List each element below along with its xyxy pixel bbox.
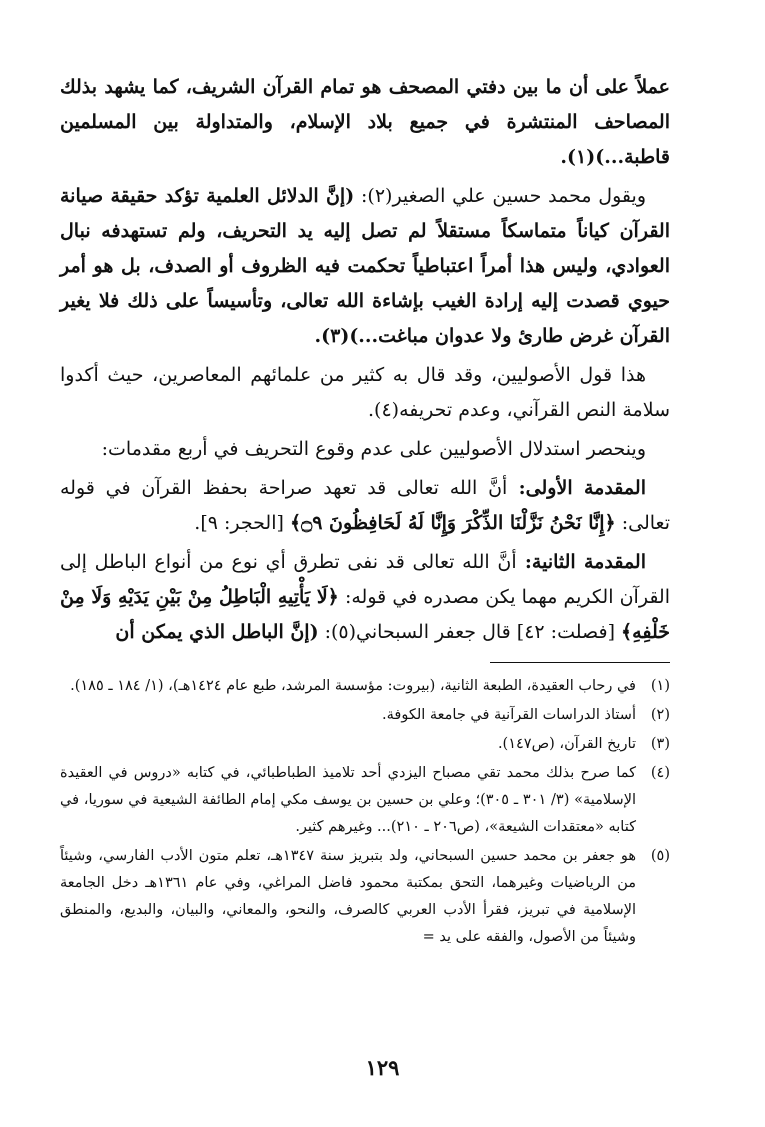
paragraph-2: [60, 179, 670, 354]
p6-text: أنَّ الله تعالى قد نفى تطرق أي نوع من أنواع الباطل إلى القرآن الكريم مهما يكن مصدره في قوله:: [60, 551, 670, 608]
paragraph-3: هذا قول الأصوليين، وقد قال به كثير من علمائهم المعاصرين، حيث أكدوا سلامة النص القرآني، وعدم تحريفه(٤).: [60, 364, 670, 421]
footnote-divider: [490, 662, 670, 663]
p5-verse: ﴿إِنَّا نَحْنُ نَزَّلْنَا الذِّكْرَ وَإِنَّا لَهُ لَحَافِظُونَ ۝٩﴾: [289, 512, 616, 534]
footnote-number: (٤): [650, 765, 670, 781]
p2-intro: ويقول محمد حسين علي الصغير(٢):: [354, 185, 646, 207]
footnote-text: تاريخ القرآن، (ص١٤٧).: [497, 736, 636, 752]
footnote: [60, 673, 670, 700]
page-content: [60, 70, 670, 953]
paragraph-5: [60, 471, 670, 541]
paragraph-1: عملاً على أن ما بين دفتي المصحف هو تمام القرآن الشريف، كما يشهد بذلك المصاحف المنتشرة في جميع بلاد الإسلام، والمتداولة بين المسلمين قاطبة...)(١).: [60, 76, 670, 168]
footnote-number: (٢): [650, 707, 670, 723]
p6-ref: [فصلت: ٤٢] قال جعفر السبحاني(٥):: [318, 621, 622, 643]
p5-text: أنَّ الله تعالى قد تعهد صراحة بحفظ القرآن في قوله تعالى:: [60, 477, 670, 534]
footnote: [60, 702, 670, 729]
p5-ref: [الحجر: ٩].: [194, 512, 290, 534]
footnotes: [60, 673, 670, 951]
footnote-number: (٥): [650, 848, 670, 864]
page-number: ١٢٩: [365, 1055, 400, 1080]
footnote-text: في رحاب العقيدة، الطبعة الثانية، (بيروت: مؤسسة المرشد، طبع عام ١٤٢٤هـ)، (١/ ١٨٤ ـ ١٨٥).: [70, 678, 636, 694]
paragraph-4: وينحصر استدلال الأصوليين على عدم وقوع التحريف في أربع مقدمات:: [101, 438, 646, 460]
footnote-number: (٣): [650, 736, 670, 752]
p6-quote: (إنَّ الباطل الذي يمكن أن: [115, 621, 319, 643]
footnote: [60, 731, 670, 758]
footnote-text: كما صرح بذلك محمد تقي مصباح اليزدي أحد تلاميذ الطباطبائي، في كتابه «دروس في العقيدة الإسلامية» (٣/ ٣٠١ ـ ٣٠٥)؛ وعلي بن حسين بن يوسف مكي إمام الطائفة الشيعية في سوريا، في كتابه «معتقدات الشيعة»، (ص٢٠٦ ـ ٢١٠)... وغيرهم كثير.: [60, 765, 637, 835]
footnote-text: أستاذ الدراسات القرآنية في جامعة الكوفة.: [382, 707, 636, 723]
footnote: [60, 760, 670, 841]
p6-verse: ﴿لَا يَأْتِيهِ الْبَاطِلُ مِنْ بَيْنِ يَدَيْهِ وَلَا مِنْ خَلْفِهِ﴾: [60, 586, 670, 643]
p6-label: المقدمة الثانية:: [516, 551, 646, 573]
footnote-number: (١): [650, 678, 670, 694]
paragraph-6: [60, 545, 670, 650]
p2-quote: (إنَّ الدلائل العلمية تؤكد حقيقة صيانة القرآن كياناً متماسكاً مستقلاً لم تصل إليه يد التحريف، ولم تستهدفه نبال العوادي، وليس هذا أمراً اعتباطياً تحكمت فيه الظروف أو الصدف، بل هو أمر حيوي قصدت إليه إرادة الغيب بإشاءة الله تعالى، وتأسيساً على ذلك فلا يغير القرآن غرض طارئ ولا عدوان مباغت...)(٣).: [60, 185, 670, 347]
main-text: [60, 70, 670, 650]
footnote-text: هو جعفر بن محمد حسين السبحاني، ولد بتبريز سنة ١٣٤٧هـ، تعلم متون الأدب الفارسي، وشيئاً من الرياضيات وغيرهما، التحق بمكتبة محمود فاضل المراغي، وفي عام ١٣٦١هـ دخل الجامعة الإسلامية في تبريز، فقرأ الأدب العربي كالصرف، والنحو، والمعاني، والبيان، والبديع، والمنطق وشيئاً من الأصول، والفقه على يد =: [60, 848, 636, 945]
p5-label: المقدمة الأولى:: [507, 477, 646, 499]
footnote: [60, 843, 670, 951]
